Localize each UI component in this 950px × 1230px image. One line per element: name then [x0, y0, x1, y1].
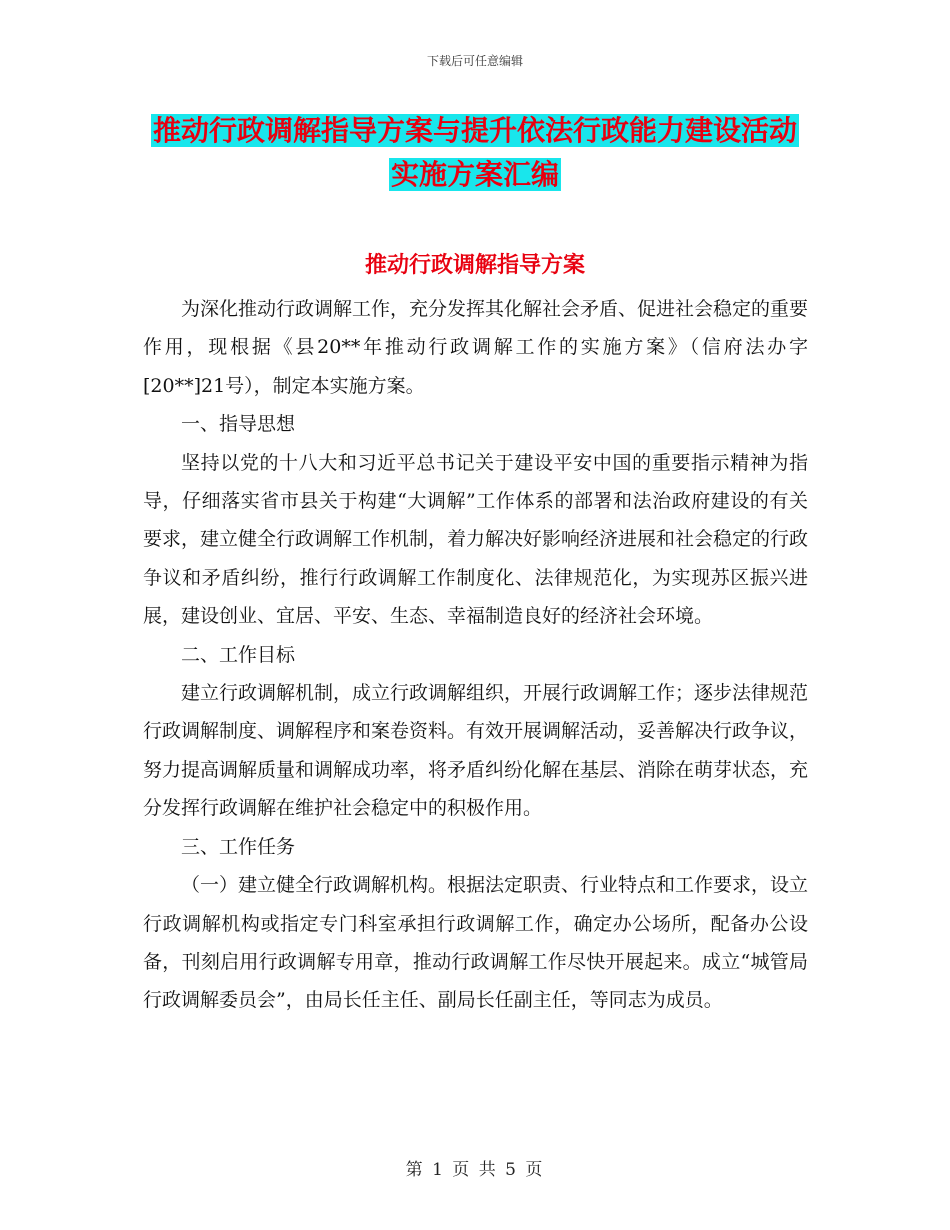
- paragraph-work-goals: 建立行政调解机制，成立行政调解组织，开展行政调解工作；逐步法律规范行政调解制度、调解程序和案卷资料。有效开展调解活动，妥善解决行政争议，努力提高调解质量和调解成功率，将矛盾纠纷化解在基层、消除在萌芽状态，充分发挥行政调解在维护社会稳定中的积极作用。: [143, 682, 809, 820]
- section-title: 推动行政调解指导方案: [364, 253, 585, 278]
- page-number-footer: 第 1 页 共 5 页: [405, 1160, 545, 1180]
- document-body: [143, 290, 808, 1020]
- heading-work-goals: 二、工作目标: [181, 643, 296, 666]
- header-note: 下载后可任意编辑: [426, 54, 523, 68]
- document-title-text-1: 推动行政调解指导方案与提升依法行政能力建设活动: [152, 114, 797, 147]
- paragraph-guiding-thought: 坚持以党的十八大和习近平总书记关于建设平安中国的重要指示精神为指导，仔细落实省市县关于构建“大调解”工作体系的部署和法治政府建设的有关要求，建立健全行政调解工作机制，着力解决好影响经济进展和社会稳定的行政争议和矛盾纠纷，推行行政调解工作制度化、法律规范化，为实现苏区振兴进展，建设创业、宜居、平安、生态、幸福制造良好的经济社会环境。: [143, 451, 809, 628]
- document-title-line-1: [0, 112, 950, 150]
- document-title-text-2: 实施方案汇编: [390, 158, 559, 191]
- paragraph-task-1: （一）建立健全行政调解机构。根据法定职责、行业特点和工作要求，设立行政调解机构或指定专门科室承担行政调解工作，确定办公场所，配备办公设备，刊刻启用行政调解专用章，推动行政调解工作尽快开展起来。成立“城管局行政调解委员会”，由局长任主任、副局长任副主任，等同志为成员。: [143, 874, 809, 1012]
- paragraph-intro: 为深化推动行政调解工作，充分发挥其化解社会矛盾、促进社会稳定的重要作用，现根据《县20**年推动行政调解工作的实施方案》（信府法办字[20**]21号），制定本实施方案。: [143, 298, 809, 397]
- heading-work-tasks: 三、工作任务: [181, 835, 296, 858]
- heading-guiding-thought: 一、指导思想: [181, 413, 296, 436]
- document-title-line-2: [0, 156, 950, 194]
